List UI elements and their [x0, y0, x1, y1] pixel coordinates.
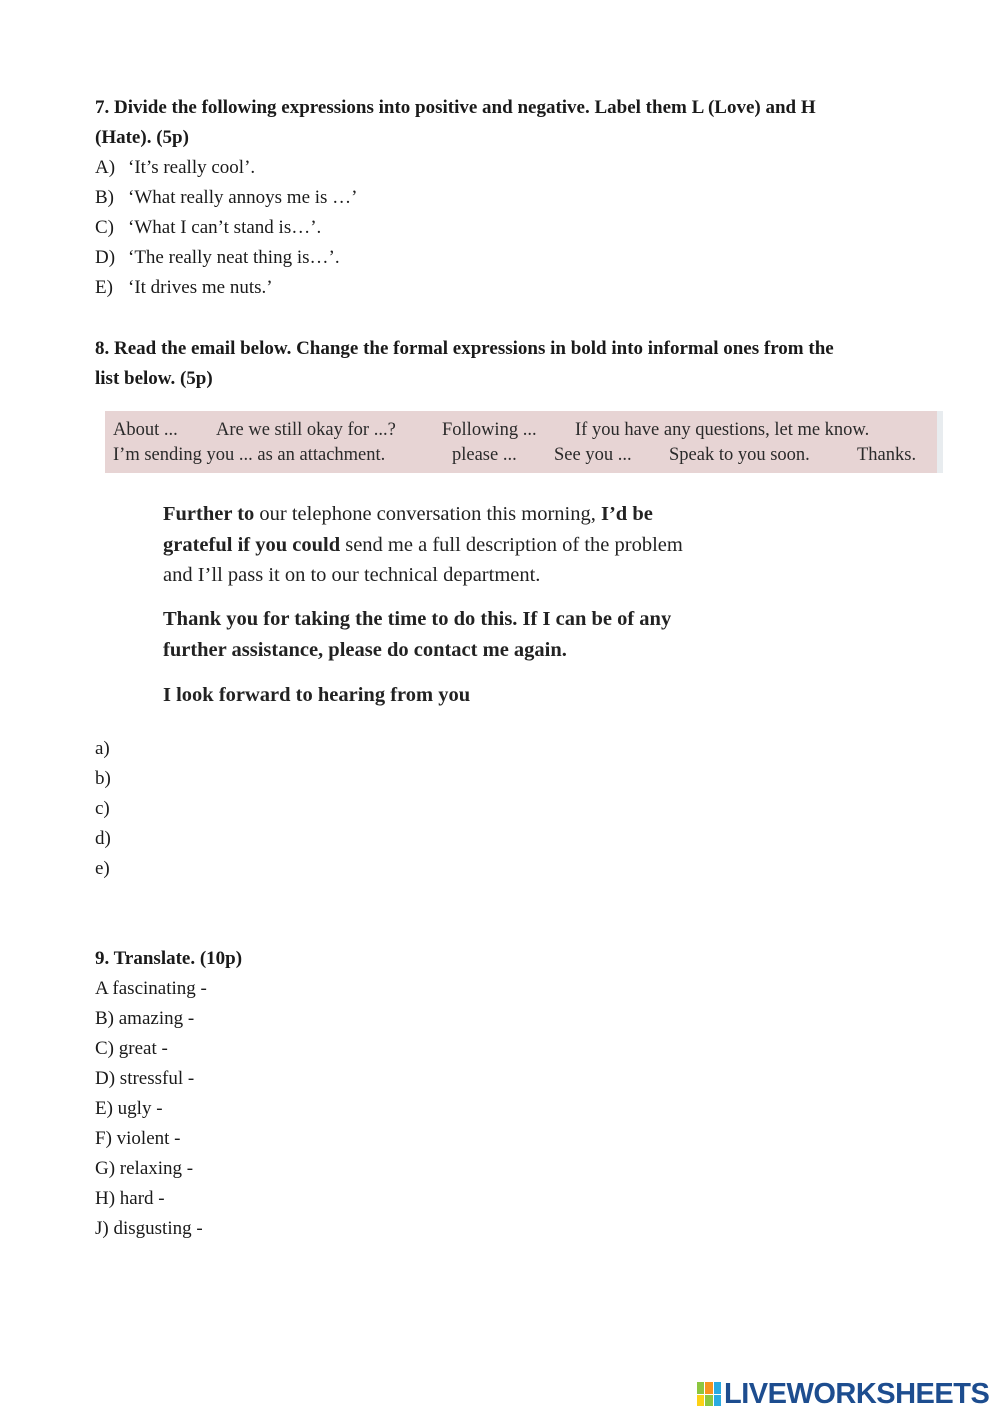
q7-item-text: ‘It drives me nuts.’ — [128, 277, 273, 298]
answer-label: b) — [95, 768, 111, 789]
q9-item: H) hard - — [95, 1188, 165, 1209]
q7-heading-line1: 7. Divide the following expressions into positive and negative. Label them L (Love) and H — [95, 97, 816, 118]
q7-item-letter: C) — [95, 217, 114, 238]
email-formal-expression: Thank you for taking the time to do this. If I can be of any — [163, 608, 672, 630]
q9-item: A fascinating - — [95, 978, 207, 999]
q7-item-text: ‘It’s really cool’. — [128, 157, 256, 178]
q7-item-letter: A) — [95, 157, 116, 178]
phrase: please ... — [452, 445, 517, 465]
q7-item — [95, 273, 273, 303]
email-line — [163, 604, 671, 635]
phrase-row — [113, 418, 929, 443]
q9-item: D) stressful - — [95, 1068, 195, 1089]
q7-item — [95, 243, 340, 273]
email-text: send me a full description of the problem — [340, 534, 683, 556]
phrase: About ... — [113, 420, 178, 440]
email-formal-expression: I look forward to hearing from you — [163, 684, 471, 706]
q8-heading-line1: 8. Read the email below. Change the formal expressions in bold into informal ones from the — [95, 338, 834, 359]
email-line — [163, 680, 470, 711]
liveworksheets-logo-icon — [697, 1382, 721, 1406]
answer-label: c) — [95, 798, 110, 819]
phrase: See you ... — [554, 445, 632, 465]
q9-item: G) relaxing - — [95, 1158, 194, 1179]
phrase: Are we still okay for ...? — [216, 420, 396, 440]
q9-item: C) great - — [95, 1038, 168, 1059]
q7-item-text: ‘The really neat thing is…’. — [128, 247, 340, 268]
email-line — [163, 635, 567, 666]
phrase: I’m sending you ... as an attachment. — [113, 445, 386, 465]
email-formal-expression: Further to — [163, 503, 255, 525]
email-line — [163, 499, 653, 530]
q7-item — [95, 213, 321, 243]
q8-heading-line2: list below. (5p) — [95, 368, 213, 389]
q9-item: J) disgusting - — [95, 1218, 203, 1239]
q7-item-letter: E) — [95, 277, 113, 298]
email-formal-expression: I’d be — [601, 503, 653, 525]
q7-item — [95, 153, 255, 183]
q7-item-letter: B) — [95, 187, 114, 208]
answer-label: a) — [95, 738, 110, 759]
phrase: If you have any questions, let me know. — [575, 420, 870, 440]
email-formal-expression: grateful if you could — [163, 534, 341, 556]
answer-label: e) — [95, 858, 110, 879]
phrase-row — [113, 443, 929, 468]
email-text: our telephone conversation this morning, — [254, 503, 601, 525]
q9-item: E) ugly - — [95, 1098, 163, 1119]
phrase: Thanks. — [857, 445, 917, 465]
q7-item-text: ‘What I can’t stand is…’. — [128, 217, 322, 238]
email-formal-expression: further assistance, please do contact me again. — [163, 639, 567, 661]
phrase-list-box — [105, 411, 943, 473]
q9-item: F) violent - — [95, 1128, 181, 1149]
email-line — [163, 530, 683, 561]
liveworksheets-logo-text: LIVEWORKSHEETS — [724, 1377, 990, 1410]
q9-heading: 9. Translate. (10p) — [95, 948, 243, 969]
phrase: Following ... — [442, 420, 537, 440]
liveworksheets-logo — [697, 1379, 989, 1409]
q7-heading-line2: (Hate). (5p) — [95, 127, 189, 148]
email-line: and I’ll pass it on to our technical department. — [163, 564, 541, 586]
q7-item-text: ‘What really annoys me is …’ — [128, 187, 358, 208]
q7-item-letter: D) — [95, 247, 116, 268]
answer-label: d) — [95, 828, 111, 849]
q9-item: B) amazing - — [95, 1008, 195, 1029]
q7-item — [95, 183, 358, 213]
phrase: Speak to you soon. — [669, 445, 810, 465]
